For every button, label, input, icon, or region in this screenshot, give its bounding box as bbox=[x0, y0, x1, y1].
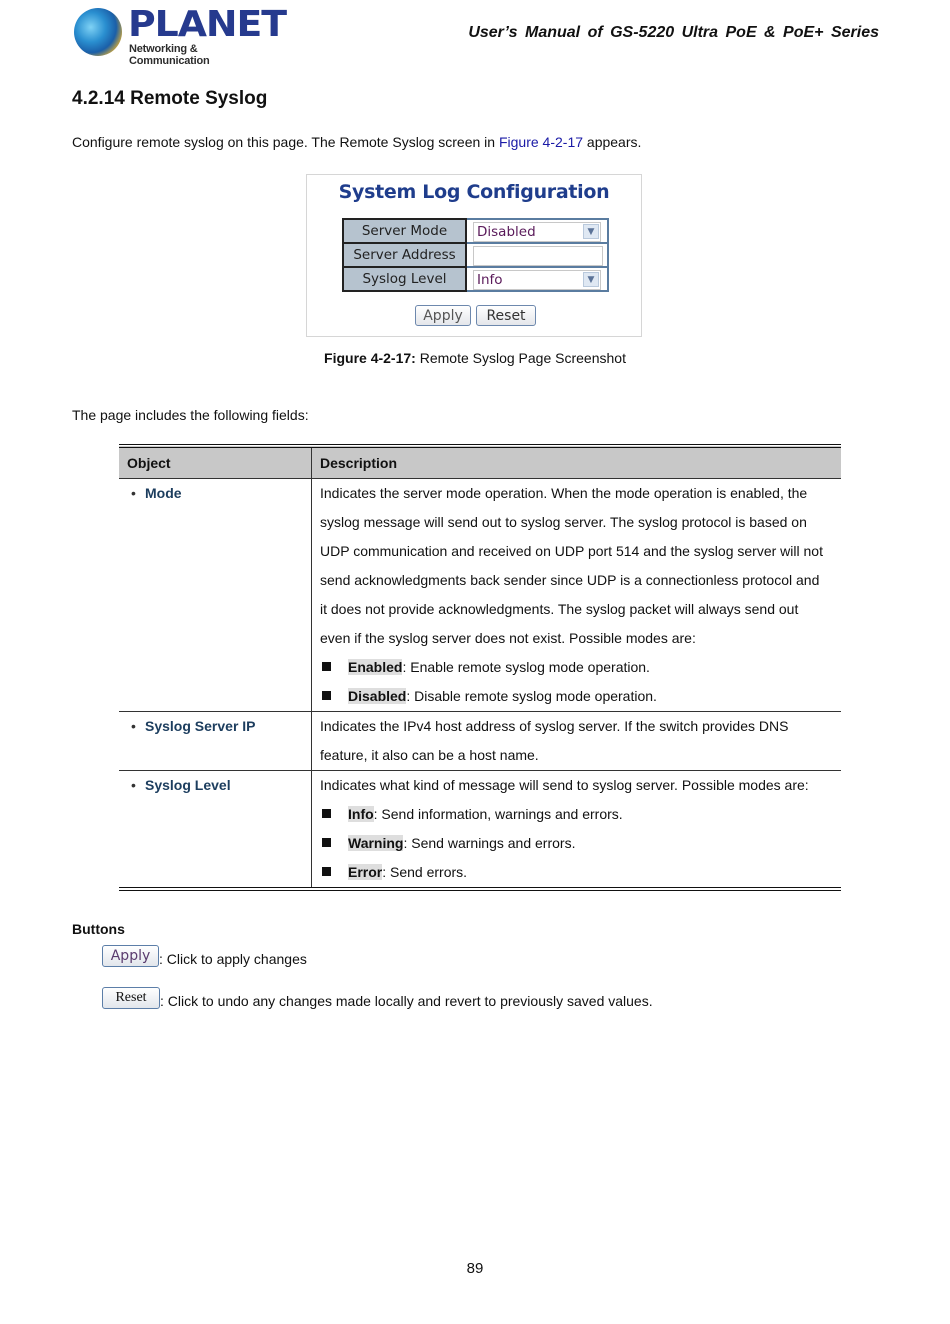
syslog-config-screenshot bbox=[306, 174, 642, 337]
fields-intro: The page includes the following fields: bbox=[72, 407, 309, 423]
description-line: send acknowledgments back sender since UDP is a connectionless protocol and bbox=[320, 572, 820, 588]
table-header-row bbox=[119, 446, 841, 479]
planet-logo bbox=[72, 4, 286, 67]
caption-label: Figure 4-2-17: bbox=[324, 350, 416, 366]
section-title: 4.2.14 Remote Syslog bbox=[72, 88, 268, 109]
figure-apply-button[interactable]: Apply bbox=[415, 305, 471, 326]
option-item bbox=[320, 800, 833, 829]
option-text: : Enable remote syslog mode operation. bbox=[402, 659, 650, 675]
server-address-label: Server Address bbox=[343, 243, 466, 267]
option-item bbox=[320, 858, 833, 887]
reset-button-description: : Click to undo any changes made locally and revert to previously saved values. bbox=[160, 993, 653, 1009]
option-text: : Send errors. bbox=[382, 864, 468, 880]
description-line: it does not provide acknowledgments. The syslog packet will always send out bbox=[320, 601, 799, 617]
chevron-down-icon[interactable]: ▼ bbox=[583, 272, 599, 287]
table-row bbox=[119, 712, 841, 771]
option-key: Info bbox=[348, 806, 374, 822]
config-row-syslog-level bbox=[343, 267, 608, 291]
description-cell bbox=[312, 771, 842, 890]
server-mode-label: Server Mode bbox=[343, 219, 466, 243]
option-item bbox=[320, 653, 833, 682]
object-name bbox=[127, 712, 303, 741]
description-cell bbox=[312, 479, 842, 712]
intro-paragraph bbox=[72, 134, 641, 150]
globe-icon bbox=[74, 8, 122, 56]
config-row-server-mode bbox=[343, 219, 608, 243]
object-label: Syslog Server IP bbox=[145, 718, 256, 734]
option-key: Error bbox=[348, 864, 383, 880]
logo-text: PLANET bbox=[128, 4, 286, 45]
description-line: Indicates the IPv4 host address of syslog server. If the switch provides DNS bbox=[320, 718, 789, 734]
fields-table bbox=[119, 444, 841, 891]
server-mode-value: Disabled bbox=[477, 224, 536, 240]
buttons-section-title: Buttons bbox=[72, 921, 125, 937]
object-cell bbox=[119, 771, 312, 890]
description-line: UDP communication and received on UDP port 514 and the syslog server will not bbox=[320, 543, 823, 559]
config-table bbox=[342, 218, 609, 292]
reset-button[interactable]: Reset bbox=[102, 987, 160, 1009]
server-address-input[interactable] bbox=[473, 246, 603, 266]
option-text: : Disable remote syslog mode operation. bbox=[406, 688, 657, 704]
object-cell bbox=[119, 712, 312, 771]
square-bullet-icon bbox=[322, 691, 331, 700]
option-key: Disabled bbox=[348, 688, 407, 704]
bullet-icon: • bbox=[131, 718, 136, 734]
object-label: Mode bbox=[145, 485, 182, 501]
option-text: : Send information, warnings and errors. bbox=[373, 806, 623, 822]
object-name bbox=[127, 479, 303, 508]
option-key: Enabled bbox=[348, 659, 403, 675]
reset-button-row bbox=[102, 987, 653, 1009]
page-number: 89 bbox=[466, 1260, 484, 1277]
description-line: feature, it also can be a host name. bbox=[320, 747, 539, 763]
table-row bbox=[119, 771, 841, 890]
description-line: Indicates the server mode operation. When the mode operation is enabled, the bbox=[320, 485, 808, 501]
chevron-down-icon[interactable]: ▼ bbox=[583, 224, 599, 239]
apply-button[interactable]: Apply bbox=[102, 945, 159, 967]
description-line: Indicates what kind of message will send to syslog server. Possible modes are: bbox=[320, 777, 809, 793]
figure-link[interactable]: Figure 4-2-17 bbox=[498, 134, 584, 150]
apply-button-row bbox=[102, 945, 307, 967]
figure-title: System Log Configuration bbox=[338, 181, 610, 203]
description-cell bbox=[312, 712, 842, 771]
square-bullet-icon bbox=[322, 809, 331, 818]
intro-text-end: appears. bbox=[583, 134, 642, 150]
bullet-icon: • bbox=[131, 777, 136, 793]
option-item bbox=[320, 829, 833, 858]
server-mode-select[interactable] bbox=[473, 222, 601, 242]
description-line: even if the syslog server does not exist. Possible modes are: bbox=[320, 630, 696, 646]
apply-button-description: : Click to apply changes bbox=[159, 951, 307, 967]
object-label: Syslog Level bbox=[145, 777, 231, 793]
syslog-level-value: Info bbox=[477, 272, 503, 288]
description-line: syslog message will send out to syslog server. The syslog protocol is based on bbox=[320, 514, 807, 530]
option-key: Warning bbox=[348, 835, 404, 851]
bullet-icon: • bbox=[131, 485, 136, 501]
option-item bbox=[320, 682, 833, 711]
caption-text: Remote Syslog Page Screenshot bbox=[415, 350, 626, 366]
column-header-description: Description bbox=[312, 446, 842, 479]
config-row-server-address bbox=[343, 243, 608, 267]
table-row bbox=[119, 479, 841, 712]
square-bullet-icon bbox=[322, 867, 331, 876]
intro-text: Configure remote syslog on this page. The Remote Syslog screen in bbox=[72, 134, 499, 150]
syslog-level-label: Syslog Level bbox=[343, 267, 466, 291]
object-cell bbox=[119, 479, 312, 712]
figure-caption bbox=[0, 350, 950, 366]
syslog-level-select[interactable] bbox=[473, 270, 601, 290]
object-name bbox=[127, 771, 303, 800]
square-bullet-icon bbox=[322, 662, 331, 671]
manual-title: User’s Manual of GS-5220 Ultra PoE & PoE+ Series bbox=[468, 24, 879, 41]
logo-subtext: Networking & Communication bbox=[129, 43, 210, 67]
figure-reset-button[interactable]: Reset bbox=[476, 305, 536, 326]
square-bullet-icon bbox=[322, 838, 331, 847]
column-header-object: Object bbox=[119, 446, 312, 479]
option-text: : Send warnings and errors. bbox=[403, 835, 576, 851]
